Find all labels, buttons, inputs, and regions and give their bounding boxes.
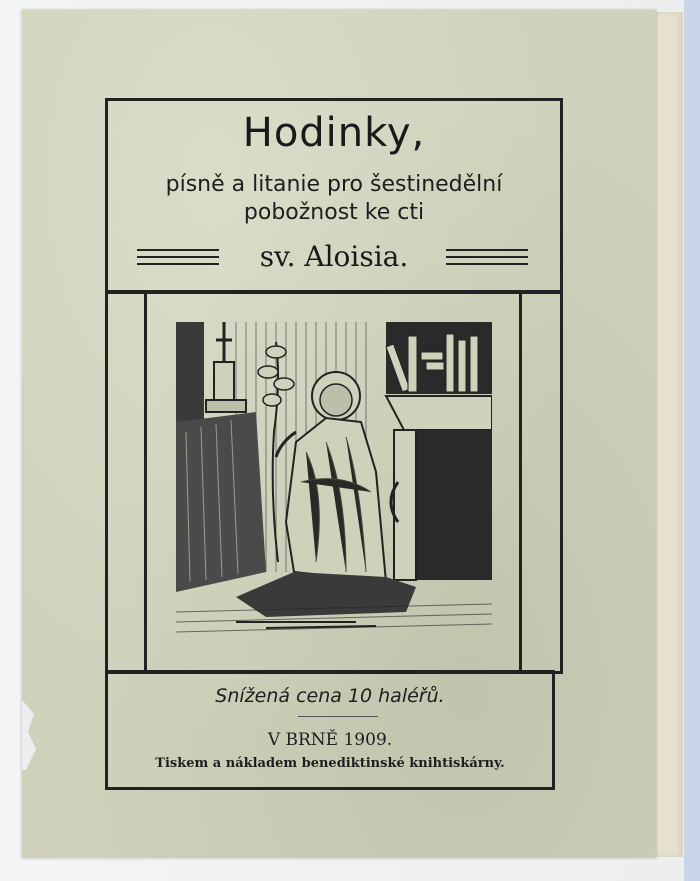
saint-name: sv. Aloisia. <box>259 240 409 273</box>
ornament-rule <box>446 256 528 258</box>
booklet-title: Hodinky, <box>242 110 426 156</box>
booklet-subtitle-line2: pobožnost ke cti <box>243 200 425 225</box>
saint-aloysius-engraving <box>176 322 492 640</box>
price-label: Snížená cena 10 haléřů. <box>215 685 445 707</box>
imprint-printer: Tiskem a nákladem benediktinské knihtiskárny. <box>155 756 505 771</box>
separator-line <box>298 716 378 717</box>
illustration-inner-border-right <box>519 293 522 671</box>
ornament-rule <box>446 249 528 251</box>
ornament-rule <box>446 263 528 265</box>
imprint-city-year: V BRNĚ 1909. <box>267 730 393 750</box>
background-strip <box>684 0 700 881</box>
illustration-inner-border-left <box>144 293 147 671</box>
booklet-subtitle-line1: písně a litanie pro šestinedělní <box>165 172 503 197</box>
